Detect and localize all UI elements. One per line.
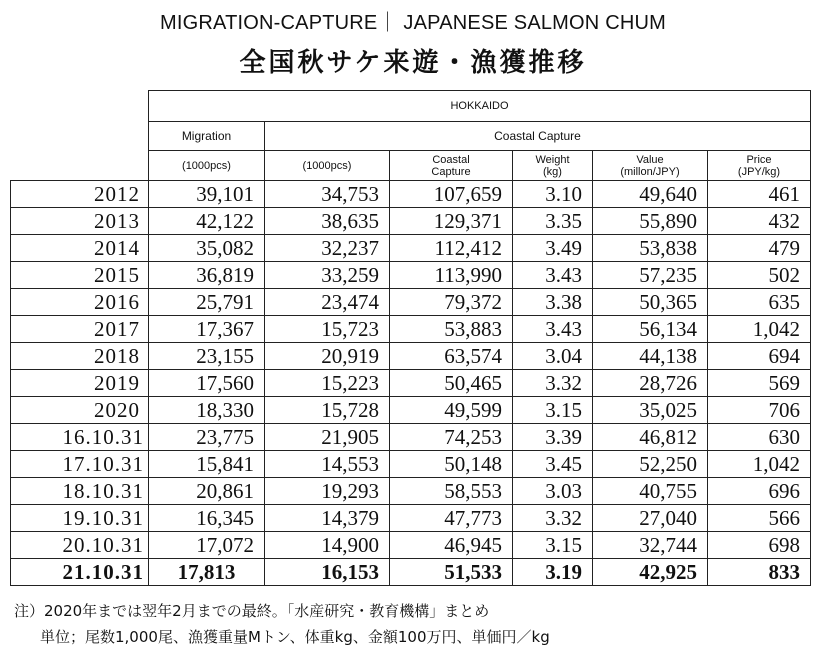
capture-count-cell: 32,237 — [265, 235, 390, 262]
year-cell: 2019 — [11, 370, 149, 397]
table-row — [11, 424, 811, 451]
coastal-capture-cell: 51,533 — [390, 559, 513, 586]
price-col-header — [708, 151, 811, 181]
capture-count-cell: 14,900 — [265, 532, 390, 559]
value-cell: 46,812 — [593, 424, 708, 451]
weight-cell: 3.43 — [513, 262, 593, 289]
capture-count-cell: 21,905 — [265, 424, 390, 451]
region-header: HOKKAIDO — [149, 91, 811, 122]
capture-count-cell: 23,474 — [265, 289, 390, 316]
migration-unit-header: (1000pcs) — [149, 151, 265, 181]
table-row — [11, 289, 811, 316]
value-col-header-line2: (millon/JPY) — [620, 165, 680, 178]
coastal-capture-header: Coastal Capture — [265, 122, 811, 151]
coastal-capture-col-header-line1: Coastal — [432, 153, 470, 166]
migration-cell: 23,775 — [149, 424, 265, 451]
value-cell: 56,134 — [593, 316, 708, 343]
migration-cell: 42,122 — [149, 208, 265, 235]
weight-col-header-line2: (kg) — [543, 165, 562, 178]
migration-cell: 17,367 — [149, 316, 265, 343]
price-cell: 706 — [708, 397, 811, 424]
weight-cell: 3.15 — [513, 397, 593, 424]
capture-count-cell: 15,223 — [265, 370, 390, 397]
capture-count-cell: 20,919 — [265, 343, 390, 370]
price-cell: 569 — [708, 370, 811, 397]
price-col-header-line2: (JPY/kg) — [737, 165, 781, 178]
table-row — [11, 478, 811, 505]
year-cell: 2013 — [11, 208, 149, 235]
migration-cell: 20,861 — [149, 478, 265, 505]
table-row — [11, 397, 811, 424]
value-cell: 40,755 — [593, 478, 708, 505]
weight-col-header — [513, 151, 593, 181]
price-cell: 630 — [708, 424, 811, 451]
year-cell: 21.10.31 — [11, 559, 149, 586]
table-row — [11, 343, 811, 370]
value-cell: 52,250 — [593, 451, 708, 478]
migration-cell: 15,841 — [149, 451, 265, 478]
table-row — [11, 370, 811, 397]
price-cell: 566 — [708, 505, 811, 532]
price-cell: 698 — [708, 532, 811, 559]
value-cell: 49,640 — [593, 181, 708, 208]
value-cell: 32,744 — [593, 532, 708, 559]
year-cell: 2014 — [11, 235, 149, 262]
migration-cell: 16,345 — [149, 505, 265, 532]
coastal-capture-cell: 50,465 — [390, 370, 513, 397]
year-cell: 2017 — [11, 316, 149, 343]
table-row — [11, 181, 811, 208]
capture-count-cell: 14,379 — [265, 505, 390, 532]
coastal-capture-cell: 112,412 — [390, 235, 513, 262]
year-cell: 2012 — [11, 181, 149, 208]
value-col-header-line1: Value — [636, 153, 664, 166]
table-row — [11, 316, 811, 343]
capture-count-cell: 14,553 — [265, 451, 390, 478]
footnote-units: 単位；尾数1,000尾、漁獲重量Mトン、体重kg、金額100万円、単価円／kg — [40, 628, 550, 646]
value-cell: 35,025 — [593, 397, 708, 424]
value-cell: 53,838 — [593, 235, 708, 262]
price-cell: 1,042 — [708, 451, 811, 478]
migration-cell: 39,101 — [149, 181, 265, 208]
migration-header: Migration — [149, 122, 265, 151]
year-cell: 2015 — [11, 262, 149, 289]
table-row — [11, 451, 811, 478]
year-cell: 17.10.31 — [11, 451, 149, 478]
year-cell: 20.10.31 — [11, 532, 149, 559]
weight-cell: 3.03 — [513, 478, 593, 505]
weight-cell: 3.15 — [513, 532, 593, 559]
value-cell: 50,365 — [593, 289, 708, 316]
value-cell: 42,925 — [593, 559, 708, 586]
year-cell: 2016 — [11, 289, 149, 316]
capture-count-cell: 15,728 — [265, 397, 390, 424]
table-row — [11, 262, 811, 289]
value-col-header — [593, 151, 708, 181]
title-japanese: 全国秋サケ来遊・漁獲推移 — [239, 48, 587, 78]
migration-cell: 17,813 — [149, 559, 265, 586]
coastal-capture-cell: 47,773 — [390, 505, 513, 532]
value-cell: 44,138 — [593, 343, 708, 370]
migration-cell: 36,819 — [149, 262, 265, 289]
weight-cell: 3.49 — [513, 235, 593, 262]
migration-cell: 17,560 — [149, 370, 265, 397]
coastal-capture-cell: 50,148 — [390, 451, 513, 478]
table-body — [11, 181, 811, 586]
coastal-capture-cell: 49,599 — [390, 397, 513, 424]
weight-cell: 3.32 — [513, 505, 593, 532]
weight-cell: 3.32 — [513, 370, 593, 397]
coastal-capture-cell: 53,883 — [390, 316, 513, 343]
coastal-capture-cell: 79,372 — [390, 289, 513, 316]
coastal-capture-col-header — [390, 151, 513, 181]
value-cell: 27,040 — [593, 505, 708, 532]
capture-count-cell: 38,635 — [265, 208, 390, 235]
price-cell: 461 — [708, 181, 811, 208]
table-row — [11, 532, 811, 559]
weight-cell: 3.04 — [513, 343, 593, 370]
table-row — [11, 559, 811, 586]
salmon-data-table — [10, 90, 811, 586]
title-english: MIGRATION-CAPTURE｜ JAPANESE SALMON CHUM — [160, 12, 666, 34]
table-row — [11, 208, 811, 235]
migration-cell: 18,330 — [149, 397, 265, 424]
weight-col-header-line1: Weight — [535, 153, 570, 166]
value-cell: 28,726 — [593, 370, 708, 397]
capture-count-cell: 16,153 — [265, 559, 390, 586]
value-cell: 55,890 — [593, 208, 708, 235]
price-cell: 635 — [708, 289, 811, 316]
weight-cell: 3.10 — [513, 181, 593, 208]
migration-cell: 17,072 — [149, 532, 265, 559]
capture-count-cell: 34,753 — [265, 181, 390, 208]
price-cell: 1,042 — [708, 316, 811, 343]
coastal-capture-cell: 113,990 — [390, 262, 513, 289]
price-cell: 432 — [708, 208, 811, 235]
price-cell: 502 — [708, 262, 811, 289]
coastal-capture-cell: 107,659 — [390, 181, 513, 208]
price-cell: 696 — [708, 478, 811, 505]
migration-cell: 25,791 — [149, 289, 265, 316]
weight-cell: 3.35 — [513, 208, 593, 235]
capture-unit-header: (1000pcs) — [265, 151, 390, 181]
weight-cell: 3.19 — [513, 559, 593, 586]
coastal-capture-cell: 129,371 — [390, 208, 513, 235]
table-row — [11, 235, 811, 262]
year-cell: 19.10.31 — [11, 505, 149, 532]
capture-count-cell: 19,293 — [265, 478, 390, 505]
table-row — [11, 505, 811, 532]
price-cell: 479 — [708, 235, 811, 262]
year-cell: 16.10.31 — [11, 424, 149, 451]
migration-cell: 23,155 — [149, 343, 265, 370]
price-col-header-line1: Price — [746, 153, 772, 166]
migration-cell: 35,082 — [149, 235, 265, 262]
footnote-source: 注）2020年までは翌年2月までの最終。「水産研究・教育機構」まとめ — [14, 602, 490, 620]
capture-count-cell: 33,259 — [265, 262, 390, 289]
coastal-capture-cell: 46,945 — [390, 532, 513, 559]
year-cell: 2020 — [11, 397, 149, 424]
coastal-capture-col-header-line2: Capture — [431, 165, 471, 178]
coastal-capture-cell: 74,253 — [390, 424, 513, 451]
weight-cell: 3.43 — [513, 316, 593, 343]
year-cell: 18.10.31 — [11, 478, 149, 505]
coastal-capture-cell: 58,553 — [390, 478, 513, 505]
price-cell: 694 — [708, 343, 811, 370]
coastal-capture-cell: 63,574 — [390, 343, 513, 370]
year-cell: 2018 — [11, 343, 149, 370]
value-cell: 57,235 — [593, 262, 708, 289]
capture-count-cell: 15,723 — [265, 316, 390, 343]
weight-cell: 3.38 — [513, 289, 593, 316]
corner-blank — [11, 91, 149, 181]
weight-cell: 3.45 — [513, 451, 593, 478]
price-cell: 833 — [708, 559, 811, 586]
weight-cell: 3.39 — [513, 424, 593, 451]
